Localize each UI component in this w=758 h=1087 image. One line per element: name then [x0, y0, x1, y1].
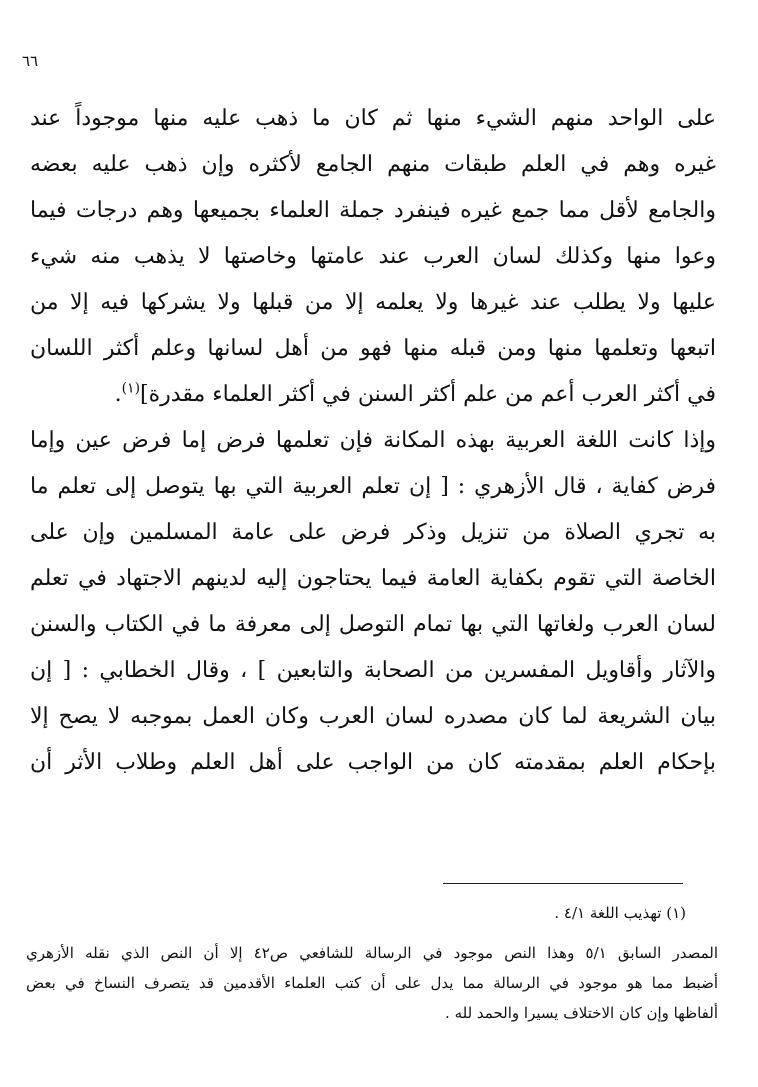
footnote-reference: (١) — [121, 380, 141, 397]
footnote-line: المصدر السابق ٥/١ وهذا النص موجود في الرسالة للشافعي ص٤٢ إلا أن النص الذي نقله الأزهري — [26, 944, 718, 962]
footnote-line: (١) تهذيب اللغة ٤/١ . — [554, 904, 686, 922]
text-line: بيان الشريعة لما كان مصدره لسان العرب وكان العمل بموجبه لا يصح إلا — [30, 704, 716, 729]
text-line: والآثار وأقاويل المفسرين من الصحابة والتابعين ] ، وقال الخطابي : [ إن — [30, 658, 716, 683]
footnote-line: أضبط مما هو موجود في الرسالة مما يدل على أن كتب العلماء الأقدمين قد يتصرف النساخ في بعض — [26, 974, 718, 992]
text-line: على الواحد منهم الشيء منها ثم كان ما ذهب عليه منها موجوداً عند — [30, 106, 716, 131]
text-line-content: في أكثر العرب أعم من علم أكثر السنن في أكثر العلماء مقدرة] — [140, 382, 716, 407]
text-line: بإحكام العلم بمقدمته كان من الواجب على أهل العلم وطلاب الأثر أن — [30, 750, 716, 775]
text-line: والجامع لأقل مما جمع غيره فينفرد جملة العلماء بجميعها وهم درجات فيما — [30, 198, 716, 223]
text-line: وعوا منها وكذلك لسان العرب عند عامتها وخاصتها لا يذهب منه شيء — [30, 244, 716, 269]
footnote-line: ألفاظها وإن كان الاختلاف يسيرا والحمد لله . — [445, 1004, 718, 1022]
text-line: وإذا كانت اللغة العربية بهذه المكانة فإن تعلمها فرض إما فرض عين وإما — [30, 428, 716, 453]
text-line: الخاصة التي تقوم بكفاية العامة فيما يحتاجون إليه لدينهم الاجتهاد في تعلم — [30, 566, 716, 591]
text-line: عليها ولا يطلب عند غيرها ولا يعلمه إلا من قبلها ولا يشركها فيه إلا من — [30, 290, 716, 315]
page-number: ٦٦ — [22, 52, 39, 70]
main-text — [30, 96, 716, 786]
text-line: فرض كفاية ، قال الأزهري : [ إن تعلم العربية التي بها يتوصل إلى تعلم ما — [30, 474, 716, 499]
text-line — [30, 372, 716, 418]
text-line: غيره وهم في العلم طبقات منهم الجامع لأكثره وإن ذهب عليه بعضه — [30, 152, 716, 177]
footnotes — [26, 898, 718, 1028]
text-line: به تجري الصلاة من تنزيل وذكر فرض على عامة المسلمين وإن على — [30, 520, 716, 545]
text-line: لسان العرب ولغاتها التي بها تمام التوصل إلى معرفة ما في الكتاب والسنن — [30, 612, 716, 637]
text-line: اتبعها وتعلمها منها ومن قبله منها فهو من أهل لسانها وعلم أكثر اللسان — [30, 336, 716, 361]
footnote-divider — [443, 883, 683, 884]
sentence-end: . — [114, 382, 122, 407]
